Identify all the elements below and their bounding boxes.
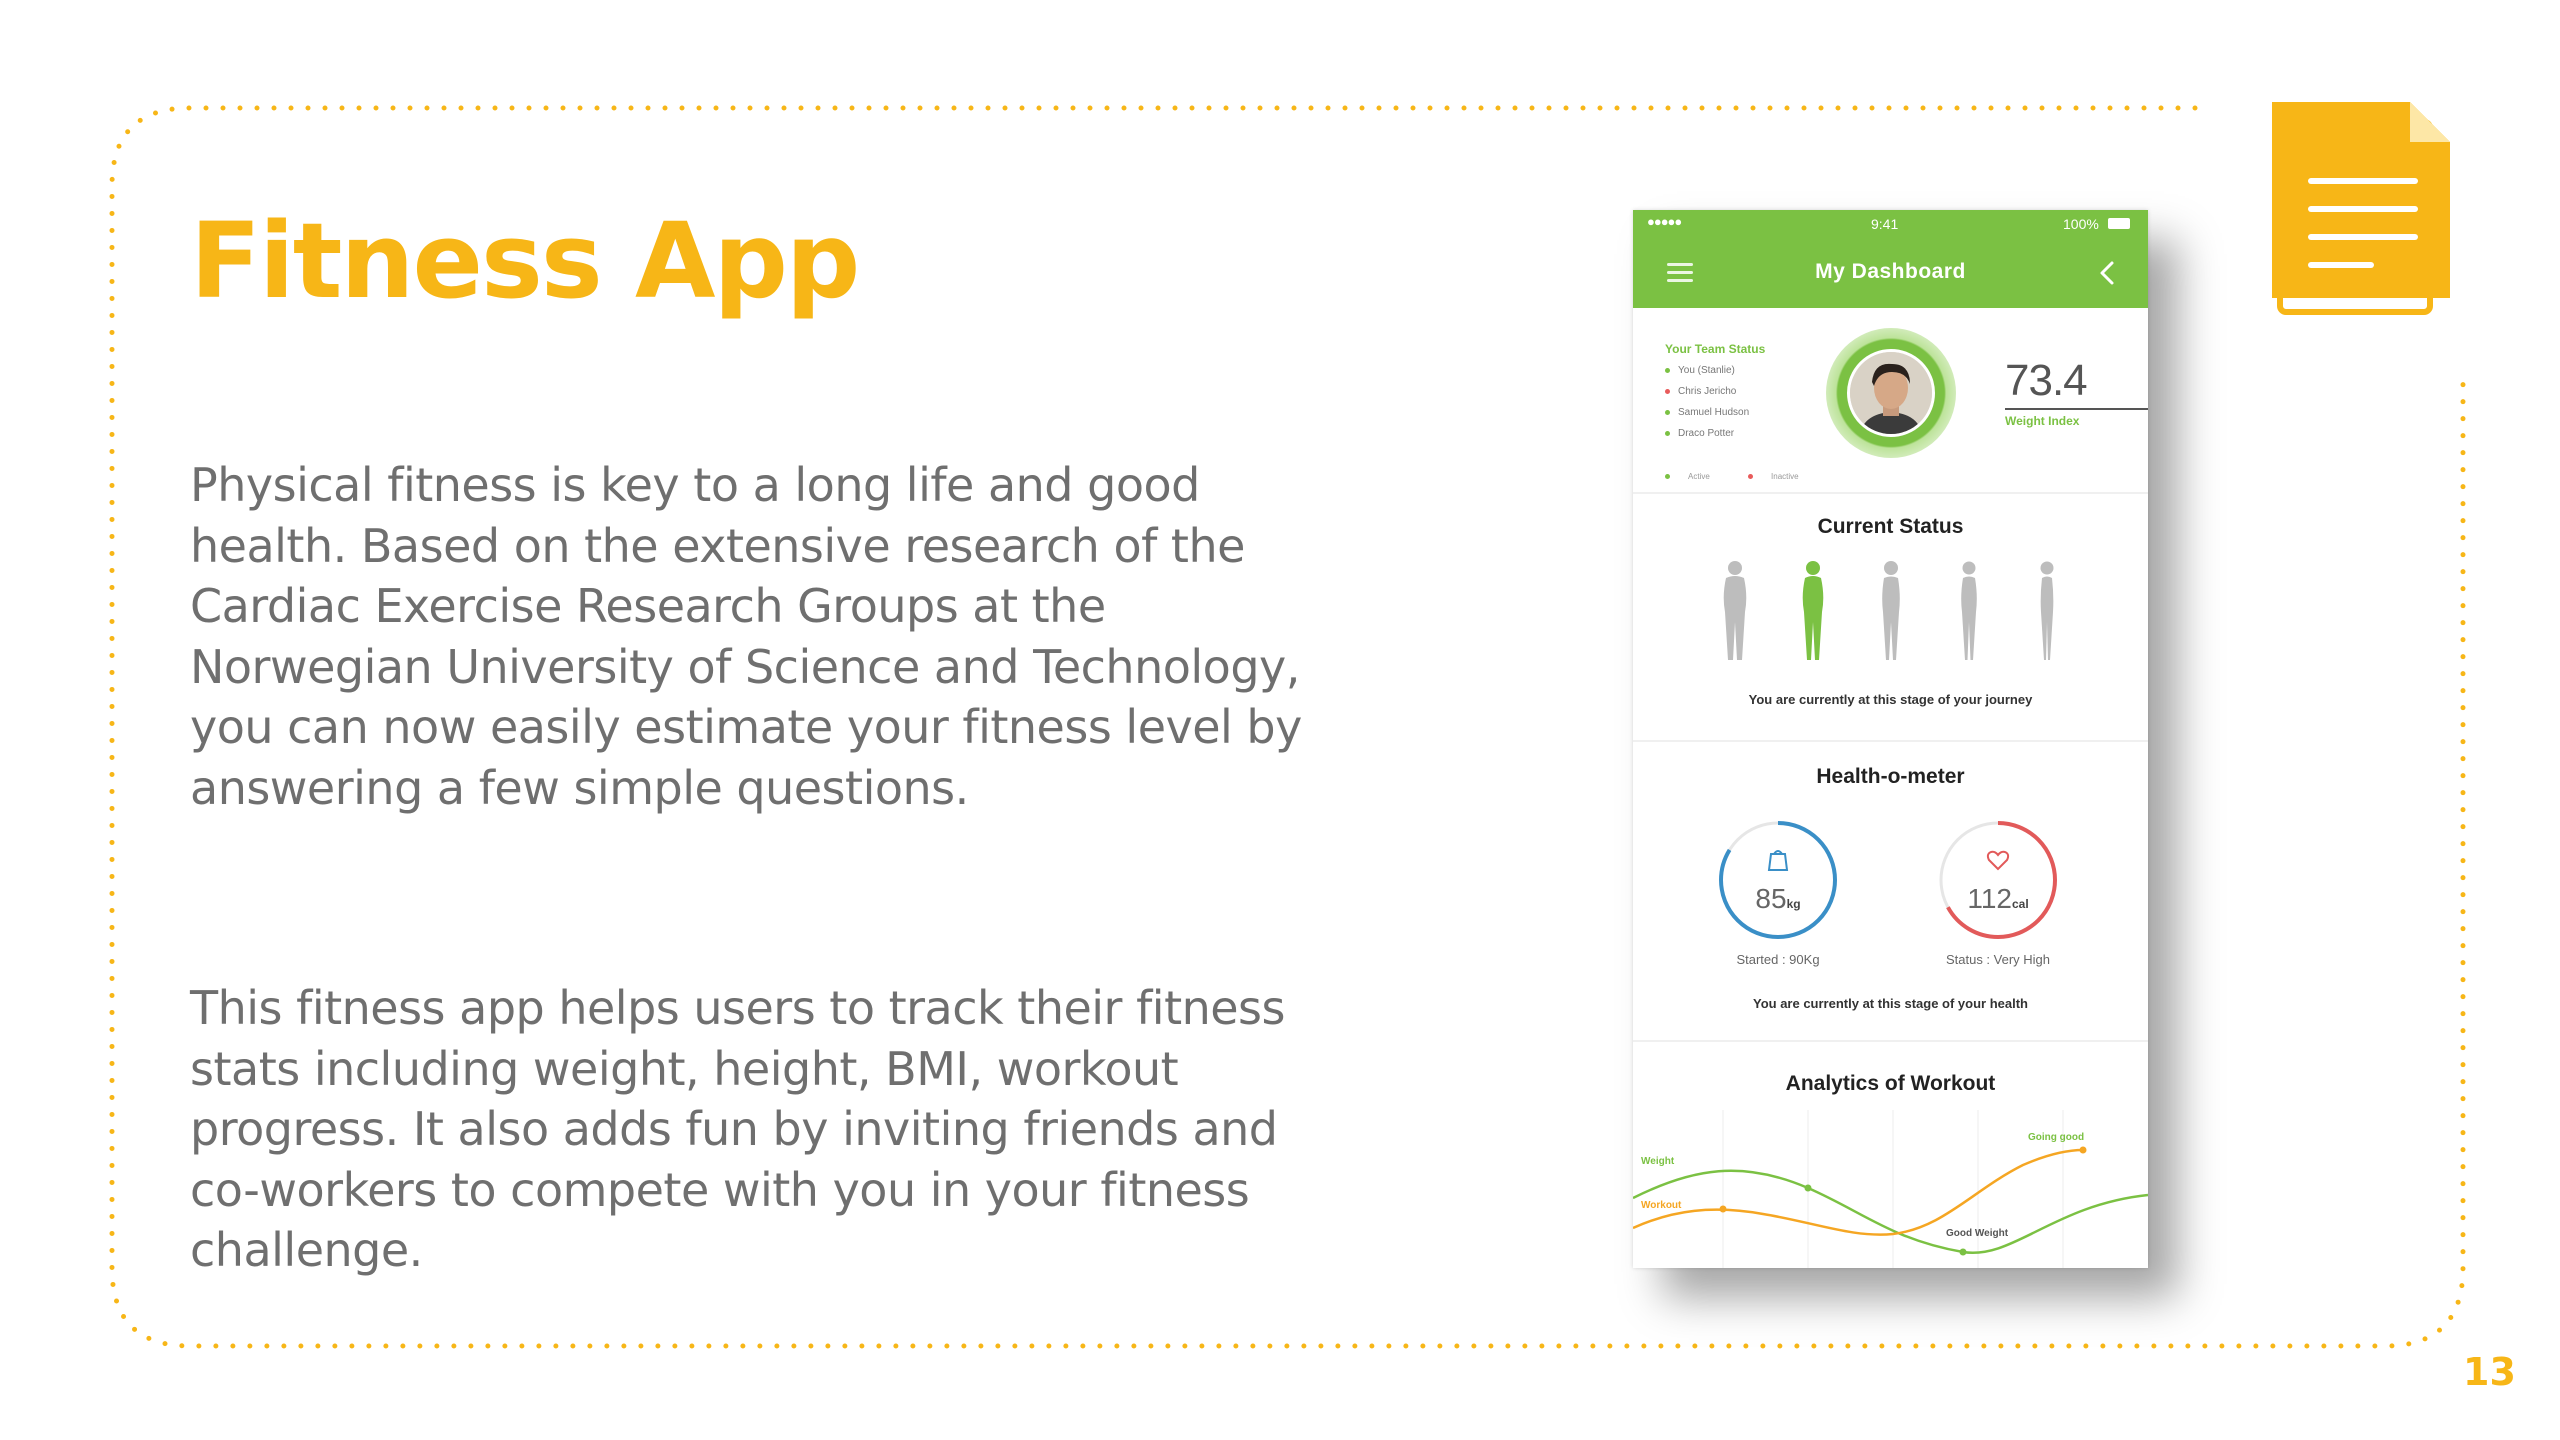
team-member-name: Draco Potter bbox=[1678, 428, 1735, 439]
team-member[interactable] bbox=[1665, 365, 1749, 386]
team-member-list bbox=[1665, 365, 1749, 449]
legend-active: Active bbox=[1688, 472, 1710, 481]
active-status-dot bbox=[1665, 474, 1670, 479]
journey-caption: You are currently at this stage of your journey bbox=[1748, 692, 2033, 707]
battery-percentage: 100% bbox=[2063, 216, 2099, 232]
weight-index-label: Weight Index bbox=[2005, 414, 2080, 428]
workout-analytics-chart[interactable] bbox=[1633, 1110, 2148, 1268]
active-status-dot bbox=[1665, 410, 1670, 415]
team-member[interactable] bbox=[1665, 428, 1749, 449]
current-status-title: Current Status bbox=[1817, 515, 1964, 538]
inactive-status-dot bbox=[1748, 474, 1753, 479]
section-divider bbox=[1633, 740, 2148, 742]
battery-icon bbox=[2108, 218, 2130, 229]
weight-index-underline bbox=[2005, 408, 2148, 410]
calorie-gauge-value: 112 bbox=[1967, 883, 2012, 914]
team-member[interactable] bbox=[1665, 407, 1749, 428]
weight-point bbox=[1805, 1185, 1812, 1192]
weight-series-label: Weight bbox=[1641, 1156, 1675, 1167]
active-status-dot bbox=[1665, 368, 1670, 373]
calorie-gauge[interactable] bbox=[1936, 818, 2060, 942]
weight-line bbox=[1633, 1171, 2148, 1253]
workout-line bbox=[1633, 1150, 2083, 1235]
weight-gauge-value: 85 bbox=[1755, 883, 1787, 914]
status-bar bbox=[1633, 210, 2148, 238]
weight-index-value: 73.4 bbox=[2005, 356, 2087, 405]
health-meter-title: Health-o-meter bbox=[1816, 765, 1965, 788]
avatar[interactable] bbox=[1847, 349, 1935, 437]
going-good-label: Going good bbox=[2028, 1132, 2085, 1143]
body-stage-2-icon bbox=[1796, 560, 1830, 662]
slide-title: Fitness App bbox=[190, 200, 859, 322]
scale-icon bbox=[1766, 848, 1790, 872]
workout-point bbox=[2080, 1147, 2087, 1154]
body-stage-4-icon bbox=[1952, 560, 1986, 662]
good-weight-label: Good Weight bbox=[1946, 1228, 2009, 1239]
active-status-dot bbox=[1665, 431, 1670, 436]
phone-mockup bbox=[1633, 210, 2148, 1268]
calorie-gauge-ring bbox=[1936, 818, 2060, 942]
team-member-name: You (Stanlie) bbox=[1678, 365, 1735, 376]
intro-paragraph: Physical fitness is key to a long life and good health. Based on the extensive research of the Cardiac Exercise Research Groups at the Norwegian University of Science and Technology, you can now easily estimate your fitness level by answering a few simple questions. bbox=[190, 458, 1302, 815]
team-member-name: Chris Jericho bbox=[1678, 386, 1737, 397]
weight-gauge-label: Started : 90Kg bbox=[1736, 952, 1820, 967]
team-member[interactable] bbox=[1665, 386, 1749, 407]
status-time: 9:41 bbox=[1871, 216, 1899, 232]
body-stage-1-icon bbox=[1718, 560, 1752, 662]
team-status-legend bbox=[1665, 472, 1835, 481]
heart-icon bbox=[1986, 848, 2010, 872]
workout-series-label: Workout bbox=[1641, 1200, 1682, 1211]
app-header bbox=[1633, 238, 2148, 308]
signal-icon: ●●●●● bbox=[1647, 214, 1682, 229]
weight-gauge[interactable] bbox=[1716, 818, 1840, 942]
weight-gauge-ring bbox=[1716, 818, 1840, 942]
team-member-name: Samuel Hudson bbox=[1678, 407, 1750, 418]
dashboard-title: My Dashboard bbox=[1815, 260, 1966, 283]
body-stage-3-icon bbox=[1874, 560, 1908, 662]
analytics-title: Analytics of Workout bbox=[1785, 1072, 1996, 1095]
description-paragraph: This fitness app helps users to track their fitness stats including weight, height, BMI, workout progress. It also adds fun by inviting friends and co-workers to compete with you in your fitness challenge. bbox=[190, 981, 1285, 1277]
calorie-gauge-unit: cal bbox=[2011, 897, 2029, 911]
weight-point bbox=[1960, 1249, 1967, 1256]
avatar-ring bbox=[1826, 328, 1956, 458]
calorie-gauge-label: Status : Very High bbox=[1945, 952, 2051, 967]
body-stage-5-icon bbox=[2030, 560, 2064, 662]
workout-point bbox=[1720, 1206, 1727, 1213]
team-status-title: Your Team Status bbox=[1665, 342, 1766, 356]
page-number: 13 bbox=[2463, 1350, 2516, 1394]
chevron-left-icon[interactable] bbox=[2093, 258, 2123, 288]
health-caption: You are currently at this stage of your health bbox=[1753, 996, 2028, 1011]
legend-inactive: Inactive bbox=[1771, 472, 1799, 481]
section-divider bbox=[1633, 1040, 2148, 1042]
document-icon bbox=[2270, 98, 2460, 318]
inactive-status-dot bbox=[1665, 389, 1670, 394]
user-portrait-icon bbox=[1850, 352, 1932, 434]
section-divider bbox=[1633, 492, 2148, 494]
weight-gauge-unit: kg bbox=[1786, 897, 1801, 911]
